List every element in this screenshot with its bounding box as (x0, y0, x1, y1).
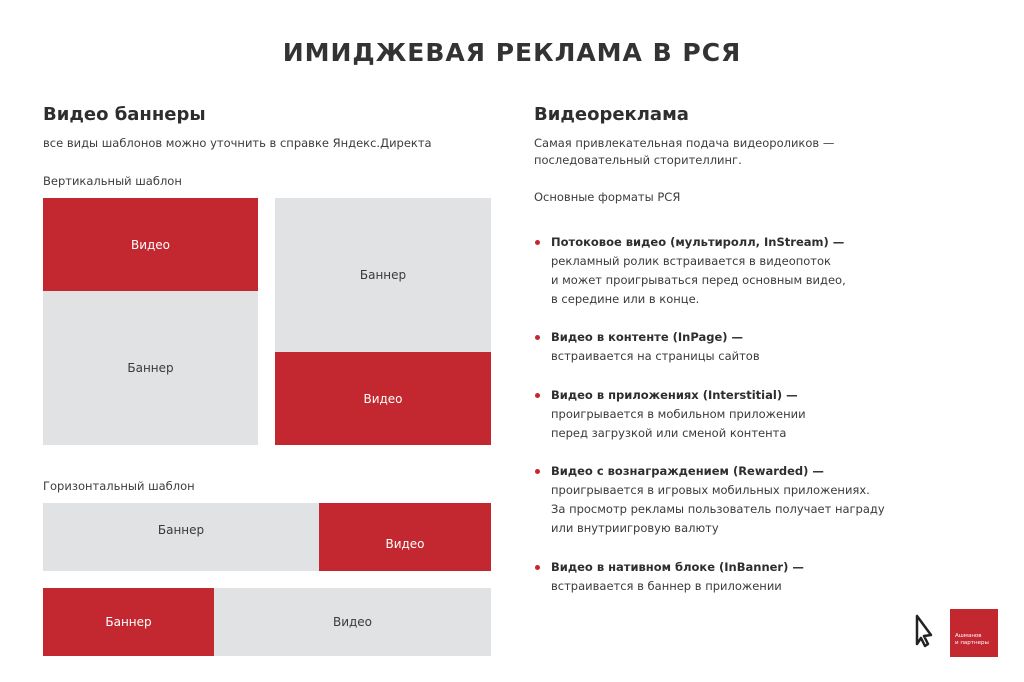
bullet-icon (535, 393, 540, 398)
logo-text-line-2: и партнеры (955, 640, 989, 646)
format-description-line: встраивается в баннер в приложении (551, 579, 782, 593)
format-title: Видео с вознаграждением (Rewarded) — (551, 464, 824, 478)
format-item-interstitial (551, 386, 806, 443)
format-title: Потоковое видео (мультиролл, InStream) — (551, 235, 845, 249)
vertical-template-label: Вертикальный шаблон (43, 174, 182, 188)
format-item-rewarded (551, 462, 885, 538)
bullet-icon (535, 335, 540, 340)
horizontal-b-video-block: Видео (214, 588, 491, 656)
video-ads-intro-line-2: последовательный сторителлинг. (534, 153, 742, 167)
bullet-icon (535, 240, 540, 245)
video-banners-subtitle: все виды шаблонов можно уточнить в справке Яндекс.Директа (43, 136, 432, 150)
format-description-line: перед загрузкой или сменой контента (551, 426, 787, 440)
video-ads-heading: Видеореклама (534, 104, 689, 125)
cursor-logo-icon (914, 614, 936, 648)
horizontal-b-banner-block: Баннер (43, 588, 214, 656)
format-description-line: или внутриигровую валюту (551, 521, 719, 535)
format-description-line: проигрывается в игровых мобильных приложениях. (551, 483, 870, 497)
format-title: Видео в приложениях (Interstitial) — (551, 388, 798, 402)
horizontal-template-label: Горизонтальный шаблон (43, 479, 195, 493)
format-item-instream (551, 233, 846, 309)
bullet-icon (535, 565, 540, 570)
format-description-line: За просмотр рекламы пользователь получает награду (551, 502, 885, 516)
horizontal-a-video-block: Видео (319, 503, 491, 571)
format-description-line: рекламный ролик встраивается в видеопоток (551, 254, 831, 268)
format-description-line: в середине или в конце. (551, 292, 700, 306)
company-logo-badge (950, 609, 998, 657)
format-item-inbanner (551, 558, 804, 596)
logo-text-line-1: Ашманов (955, 633, 982, 639)
format-title: Видео в контенте (InPage) — (551, 330, 744, 344)
format-description-line: и может проигрываться перед основным видео, (551, 273, 846, 287)
video-banners-heading: Видео баннеры (43, 104, 206, 125)
vertical-a-banner-block: Баннер (43, 291, 258, 445)
page-title: ИМИДЖЕВАЯ РЕКЛАМА В РСЯ (282, 38, 742, 67)
format-description-line: проигрывается в мобильном приложении (551, 407, 806, 421)
horizontal-a-banner-block: Баннер (43, 503, 319, 571)
format-description-line: встраивается на страницы сайтов (551, 349, 760, 363)
format-title: Видео в нативном блоке (InBanner) — (551, 560, 804, 574)
video-ads-intro-line-1: Самая привлекательная подача видеороликов — (534, 136, 835, 150)
vertical-a-video-block: Видео (43, 198, 258, 291)
format-item-inpage (551, 328, 760, 366)
formats-label: Основные форматы РСЯ (534, 190, 681, 204)
vertical-b-banner-block: Баннер (275, 198, 491, 352)
bullet-icon (535, 469, 540, 474)
vertical-b-video-block: Видео (275, 352, 491, 445)
